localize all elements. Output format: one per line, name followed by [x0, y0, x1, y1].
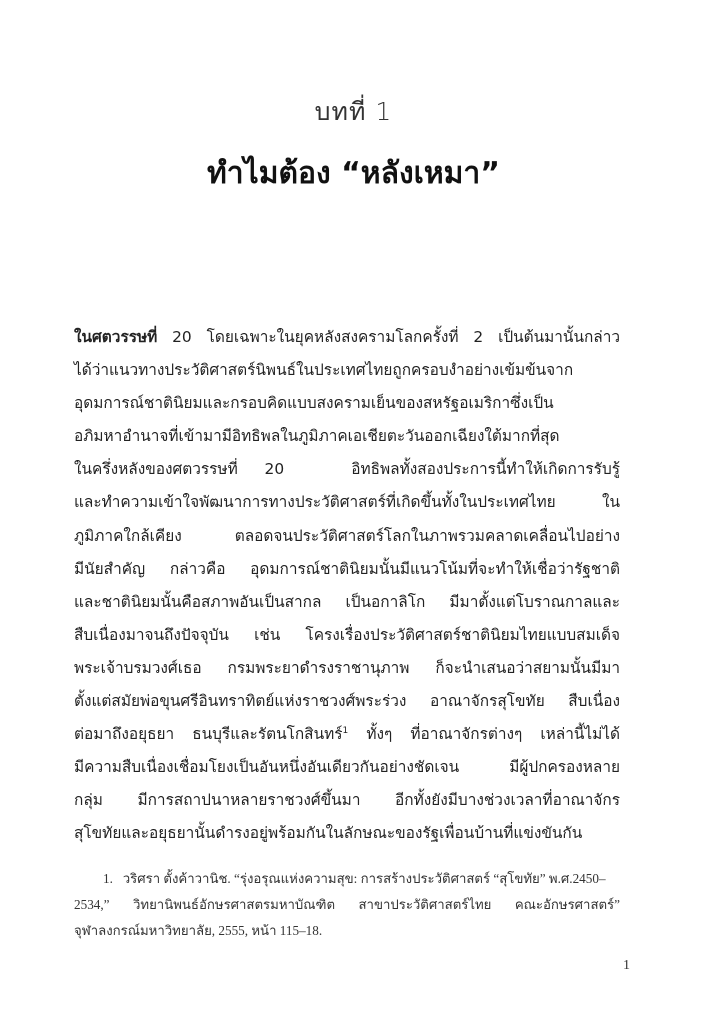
footnote: [74, 866, 620, 944]
bold-lead-in: ในศตวรรษที่: [74, 328, 158, 346]
paragraph-line: สืบเนื่องมาจนถึงปัจจุบัน เช่น โครงเรื่องประวัติศาสตร์ชาตินิยมไทยแบบสมเด็จ: [74, 625, 620, 644]
paragraph-line: และทำความเข้าใจพัฒนาการทางประวัติศาสตร์ที่เกิดขึ้นทั้งในประเทศไทย ใน: [74, 493, 620, 512]
paragraph-line: สุโขทัยและอยุธยานั้นดำรงอยู่พร้อมกันในลักษณะของรัฐเพื่อนบ้านที่แข่งขันกัน: [74, 824, 583, 843]
page-number: 1: [623, 958, 630, 973]
paragraph-line: กลุ่ม มีการสถาปนาหลายราชวงศ์ขึ้นมา อีกทั้งยังมีบางช่วงเวลาที่อาณาจักร: [74, 791, 620, 810]
line-text: ต่อมาถึงอยุธยา ธนบุรีและรัตนโกสินทร์: [74, 725, 343, 744]
paragraph-line: และชาตินิยมนั้นคือสภาพอันเป็นสากล เป็นอกาลิโก มีมาตั้งแต่โบราณกาลและ: [74, 592, 620, 611]
footnote-marker[interactable]: 1: [342, 726, 349, 736]
footnote-line: 1. วริศรา ตั้งค้าวานิช. “รุ่งอรุณแห่งความสุข: การสร้างประวัติศาสตร์ “สุโขทัย” พ.ศ.2450–: [103, 871, 606, 886]
paragraph-line: อุดมการณ์ชาตินิยมและกรอบคิดแบบสงครามเย็นของสหรัฐอเมริกาซึ่งเป็น: [74, 394, 554, 413]
paragraph-line: ได้ว่าแนวทางประวัติศาสตร์นิพนธ์ในประเทศไทยถูกครอบงำอย่างเข้มข้นจาก: [74, 361, 574, 380]
line-text: 20 โดยเฉพาะในยุคหลังสงครามโลกครั้งที่ 2 เป็นต้นมานั้นกล่าว: [157, 328, 620, 346]
paragraph-line: มีความสืบเนื่องเชื่อมโยงเป็นอันหนึ่งอันเดียวกันอย่างชัดเจน มีผู้ปกครองหลาย: [74, 758, 620, 777]
line-text: ทั้งๆ ที่อาณาจักรต่างๆ เหล่านี้ไม่ได้: [348, 725, 620, 744]
footnote-line: 2534,” วิทยานิพนธ์อักษรศาสตรมหาบัณฑิต สาขาประวัติศาสตร์ไทย คณะอักษรศาสตร์”: [74, 897, 620, 912]
paragraph-line: ในครึ่งหลังของศตวรรษที่ 20 อิทธิพลทั้งสองประการนี้ทำให้เกิดการรับรู้: [74, 460, 620, 479]
paragraph-line: ตั้งแต่สมัยพ่อขุนศรีอินทราทิตย์แห่งราชวงศ์พระร่วง อาณาจักรสุโขทัย สืบเนื่อง: [74, 692, 620, 711]
footnote-line: จุฬาลงกรณ์มหาวิทยาลัย, 2555, หน้า 115–18.: [74, 923, 323, 938]
paragraph-line: [74, 718, 620, 751]
paragraph-line: อภิมหาอำนาจที่เข้ามามีอิทธิพลในภูมิภาคเอเชียตะวันออกเฉียงใต้มากที่สุด: [74, 427, 560, 446]
paragraph-line: [74, 321, 620, 354]
chapter-label: บทที่ 1: [314, 97, 393, 126]
paragraph-line: ภูมิภาคใกล้เคียง ตลอดจนประวัติศาสตร์โลกในภาพรวมคลาดเคลื่อนไปอย่าง: [74, 526, 620, 545]
paragraph-line: มีนัยสำคัญ กล่าวคือ อุดมการณ์ชาตินิยมนั้นมีแนวโน้มที่จะทำให้เชื่อว่ารัฐชาติ: [74, 559, 620, 578]
paragraph-line: พระเจ้าบรมวงศ์เธอ กรมพระยาดำรงราชานุภาพ ก็จะนำเสนอว่าสยามนั้นมีมา: [74, 658, 620, 677]
body-text: [74, 321, 620, 851]
chapter-title: ทำไมต้อง “หลังเหมา”: [207, 156, 500, 191]
